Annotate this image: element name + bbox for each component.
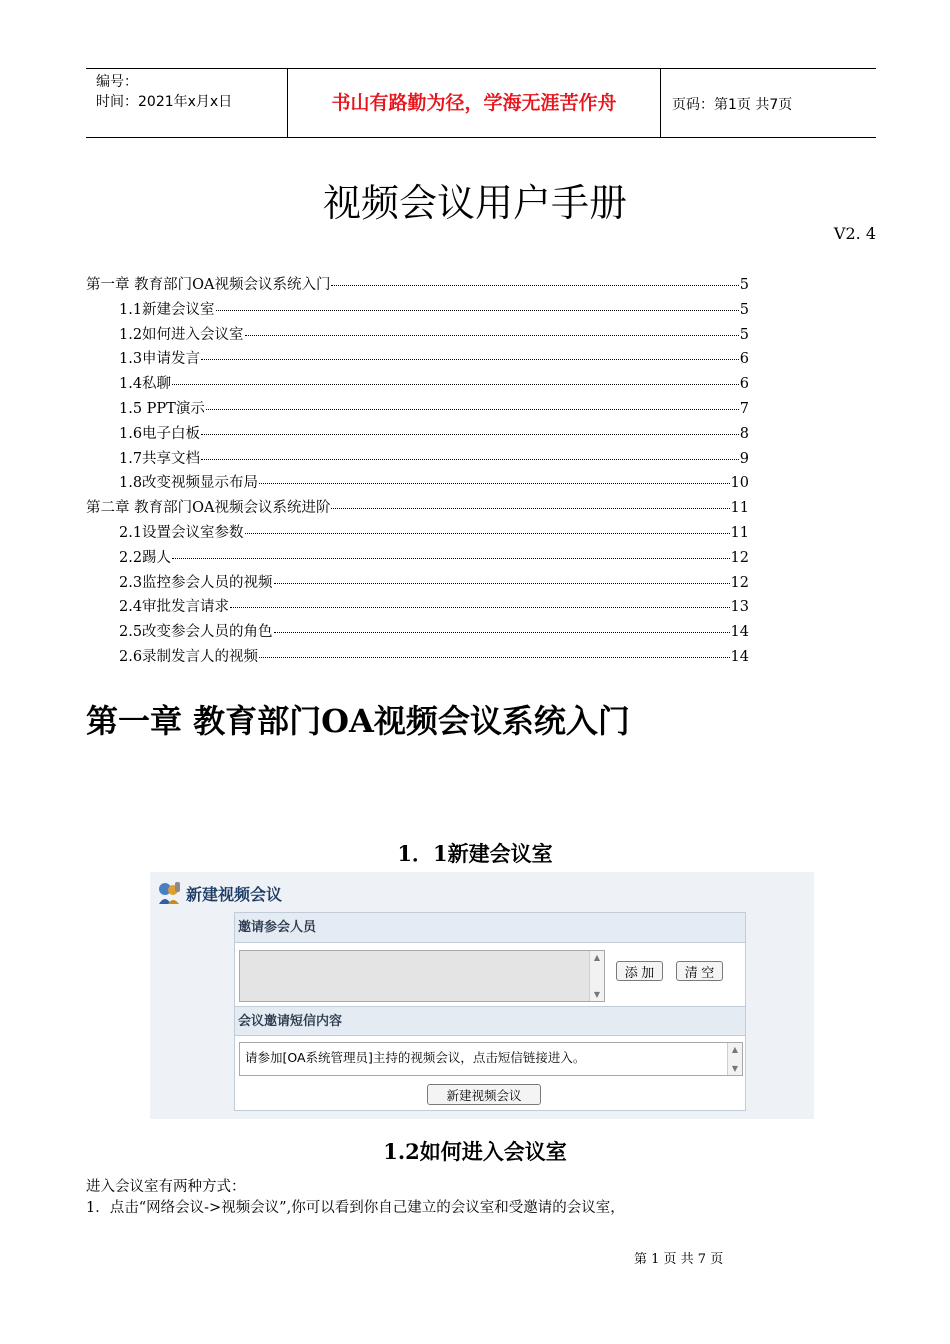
invitee-list-box[interactable] bbox=[239, 950, 605, 1002]
toc-entry[interactable] bbox=[86, 571, 749, 596]
toc-entry[interactable] bbox=[86, 347, 749, 372]
section-heading-1-1: 1．1新建会议室 bbox=[397, 841, 553, 866]
toc-entry[interactable] bbox=[86, 645, 749, 670]
toc-entry-text: 1.6电子白板 bbox=[119, 425, 201, 442]
chapter-heading: 第一章 教育部门OA视频会议系统入门 bbox=[86, 702, 630, 740]
table-of-contents bbox=[86, 273, 749, 670]
toc-entry-page: 9 bbox=[739, 450, 749, 467]
toc-leader-dots bbox=[259, 483, 729, 484]
toc-entry[interactable] bbox=[86, 298, 749, 323]
toc-leader-dots bbox=[259, 657, 729, 658]
toc-entry-text: 1.8改变视频显示布局 bbox=[119, 475, 259, 492]
toc-entry-page: 5 bbox=[739, 326, 749, 343]
clear-button[interactable]: 清 空 bbox=[676, 961, 723, 981]
toc-leader-dots bbox=[230, 607, 729, 608]
toc-entry-page: 13 bbox=[730, 599, 749, 616]
time-label: 时间：2021年x月x日 bbox=[96, 94, 233, 110]
toc-leader-dots bbox=[216, 310, 739, 311]
add-button[interactable]: 添 加 bbox=[616, 961, 663, 981]
toc-entry-text: 2.3监控参会人员的视频 bbox=[119, 574, 273, 591]
section-heading-1-2: 1.2如何进入会议室 bbox=[383, 1139, 567, 1164]
toc-entry-page: 6 bbox=[739, 376, 749, 393]
screenshot-title: 新建视频会议 bbox=[186, 884, 283, 904]
toc-entry-page: 14 bbox=[730, 648, 749, 665]
toc-leader-dots bbox=[172, 558, 729, 559]
toc-entry-text: 2.6录制发言人的视频 bbox=[119, 648, 259, 665]
toc-entry-text: 2.1设置会议室参数 bbox=[119, 524, 244, 541]
toc-entry[interactable] bbox=[86, 620, 749, 645]
toc-entry[interactable] bbox=[86, 447, 749, 472]
toc-entry[interactable] bbox=[86, 323, 749, 348]
toc-entry[interactable] bbox=[86, 397, 749, 422]
screenshot-title-bar bbox=[156, 878, 282, 908]
toc-entry-text: 2.2踢人 bbox=[119, 549, 172, 566]
toc-entry-text: 1.7共享文档 bbox=[119, 450, 201, 467]
toc-leader-dots bbox=[201, 459, 739, 460]
toc-entry-text: 1.5 PPT演示 bbox=[119, 400, 205, 417]
toc-leader-dots bbox=[331, 285, 738, 286]
toc-entry-page: 7 bbox=[739, 400, 749, 417]
version-label: V2. 4 bbox=[833, 224, 876, 243]
toc-entry[interactable] bbox=[86, 422, 749, 447]
page-footer: 第 1 页 共 7 页 bbox=[634, 1252, 724, 1267]
toc-leader-dots bbox=[201, 359, 739, 360]
toc-entry-text: 1.2如何进入会议室 bbox=[119, 326, 244, 343]
toc-entry-page: 11 bbox=[730, 500, 749, 517]
scroll-up-icon[interactable]: ▲ bbox=[731, 1045, 739, 1054]
document-title: 视频会议用户手册 bbox=[322, 181, 627, 225]
toc-entry-text: 第二章 教育部门OA视频会议系统进阶 bbox=[86, 500, 331, 517]
body-paragraph: 进入会议室有两种方式： bbox=[86, 1179, 246, 1195]
scroll-up-icon[interactable]: ▲ bbox=[593, 953, 601, 962]
sms-section-label: 会议邀请短信内容 bbox=[235, 1006, 745, 1036]
serial-label: 编号： bbox=[96, 74, 138, 90]
toc-leader-dots bbox=[274, 583, 730, 584]
toc-entry-page: 8 bbox=[739, 425, 749, 442]
page-info: 页码：第1页 共7页 bbox=[672, 97, 793, 113]
toc-leader-dots bbox=[331, 508, 729, 509]
meeting-logo-icon bbox=[156, 880, 182, 906]
toc-entry-page: 5 bbox=[739, 301, 749, 318]
new-meeting-screenshot bbox=[150, 872, 814, 1119]
scroll-down-icon[interactable]: ▼ bbox=[731, 1064, 739, 1073]
toc-entry[interactable] bbox=[86, 372, 749, 397]
motto: 书山有路勤为径，学海无涯苦作舟 bbox=[288, 69, 661, 137]
sms-content-text: 请参加[OA系统管理员]主持的视频会议，点击短信链接进入。 bbox=[245, 1050, 586, 1065]
toc-leader-dots bbox=[172, 384, 739, 385]
toc-entry[interactable] bbox=[86, 496, 749, 521]
toc-leader-dots bbox=[245, 533, 730, 534]
scroll-down-icon[interactable]: ▼ bbox=[593, 990, 601, 999]
toc-entry-page: 11 bbox=[730, 524, 749, 541]
toc-leader-dots bbox=[201, 434, 739, 435]
header-meta-cell bbox=[86, 69, 288, 137]
toc-entry-text: 2.4审批发言请求 bbox=[119, 599, 230, 616]
toc-entry-page: 14 bbox=[730, 624, 749, 641]
invitee-scrollbar[interactable] bbox=[589, 951, 604, 1001]
toc-entry-text: 1.1新建会议室 bbox=[119, 301, 215, 318]
body-paragraph: 1．点击“网络会议->视频会议”,你可以看到你自己建立的会议室和受邀请的会议室， bbox=[86, 1200, 625, 1216]
new-meeting-form bbox=[234, 912, 746, 1111]
toc-entry-page: 6 bbox=[739, 351, 749, 368]
toc-entry[interactable] bbox=[86, 546, 749, 571]
toc-entry[interactable] bbox=[86, 273, 749, 298]
toc-leader-dots bbox=[206, 409, 739, 410]
toc-entry[interactable] bbox=[86, 595, 749, 620]
toc-entry-text: 2.5改变参会人员的角色 bbox=[119, 624, 273, 641]
toc-entry-text: 第一章 教育部门OA视频会议系统入门 bbox=[86, 277, 331, 293]
toc-entry-text: 1.3申请发言 bbox=[119, 351, 201, 368]
toc-entry-page: 12 bbox=[730, 574, 749, 591]
toc-entry-page: 10 bbox=[730, 475, 749, 492]
page-header bbox=[86, 68, 876, 138]
invite-section-label: 邀请参会人员 bbox=[235, 913, 745, 943]
toc-entry-page: 12 bbox=[730, 549, 749, 566]
toc-leader-dots bbox=[274, 632, 730, 633]
sms-scrollbar[interactable] bbox=[727, 1043, 742, 1075]
toc-leader-dots bbox=[245, 335, 739, 336]
create-meeting-button[interactable]: 新建视频会议 bbox=[427, 1084, 541, 1105]
toc-entry[interactable] bbox=[86, 521, 749, 546]
toc-entry[interactable] bbox=[86, 471, 749, 496]
toc-entry-text: 1.4私聊 bbox=[119, 376, 172, 393]
sms-content-field[interactable] bbox=[239, 1042, 743, 1076]
toc-entry-page: 5 bbox=[739, 277, 749, 293]
